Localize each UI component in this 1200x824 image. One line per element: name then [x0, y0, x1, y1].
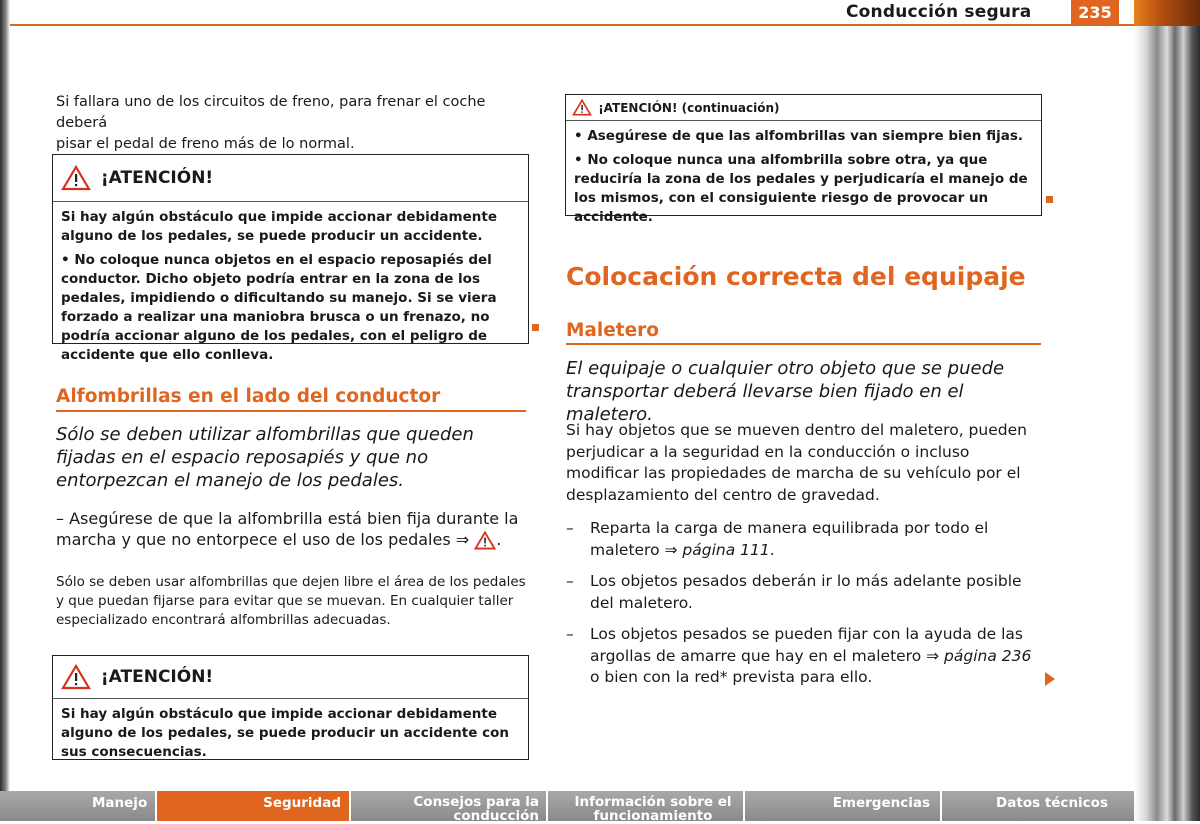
tab-label: Seguridad	[263, 795, 341, 811]
page-edge-right-top	[1134, 0, 1200, 26]
step-item: – Asegúrese de que la alfombrilla está bien fija durante la marcha y que no entorpece el uso de los pedales ⇒ .	[56, 509, 519, 549]
list-item-body: Los objetos pesados se pueden fijar con la ayuda de las argollas de amarre que hay en el maletero ⇒	[590, 625, 1024, 665]
list-dash: –	[566, 572, 574, 590]
list-item	[566, 624, 1042, 689]
page-edge-right	[1134, 0, 1200, 821]
warning-box-2-header	[53, 656, 528, 699]
warning-cont-body	[566, 121, 1041, 238]
tab-datos-tecnicos[interactable]	[942, 791, 1134, 821]
warning-cont-title: ¡ATENCIÓN! (continuación)	[598, 100, 780, 115]
continue-arrow-icon	[1045, 672, 1055, 686]
running-header-title: Conducción segura	[846, 2, 1032, 22]
item-list	[566, 518, 1042, 689]
warning-box-1-body	[53, 202, 528, 376]
section-title-alfombrillas: Alfombrillas en el lado del conductor	[56, 386, 441, 407]
warning-cont-p2: • No coloque nunca una alfombrilla sobre otra, ya que reduciría la zona de los pedales y perjudicaría el manejo de los mismos, con el consiguiente riesgo de provocar un accidente.	[574, 152, 1028, 225]
warning-box-2-title: ¡ATENCIÓN!	[100, 667, 214, 687]
header-rule	[10, 24, 1134, 26]
tab-label: Información sobre el funcionamiento	[574, 794, 732, 824]
list-dash: –	[566, 519, 574, 537]
warning-triangle-icon	[61, 664, 91, 690]
list-item-text	[590, 624, 1042, 689]
warning-box-1-p2: • No coloque nunca objetos en el espacio reposapiés del conductor. Dicho objeto podría entrar en la zona de los pedales, impidiendo o dificultando su manejo. Si se viera forzado a realizar una maniobra brusca o un frenazo, no podría accionar alguno de los pedales, con el peligro de accidente que ello conlleva.	[61, 252, 497, 363]
section-title-maletero: Maletero	[566, 320, 660, 341]
tab-emergencias[interactable]	[745, 791, 940, 821]
section-rule-left	[56, 410, 526, 412]
intro-text	[56, 92, 526, 155]
tab-label: Manejo	[92, 795, 148, 811]
lead-text-right: El equipaje o cualquier otro objeto que se puede transportar deberá llevarse bien fijado en el maletero.	[566, 358, 1005, 425]
warning-cont-header	[566, 95, 1041, 121]
list-item-text	[590, 518, 1042, 561]
list-item-body: Los objetos pesados deberán ir lo más adelante posible del maletero.	[590, 572, 1022, 612]
lead-text-left: Sólo se deben utilizar alfombrillas que queden fijadas en el espacio reposapiés y que no entorpezcan el manejo de los pedales.	[56, 424, 474, 491]
tab-label: Emergencias	[832, 795, 930, 811]
intro-line-2: pisar el pedal de freno más de lo normal.	[56, 136, 355, 152]
warning-box-1-p1: Si hay algún obstáculo que impide accionar debidamente alguno de los pedales, se puede producir un accidente.	[61, 209, 497, 244]
footer-tab-bar	[0, 791, 1134, 824]
list-item-tail: .	[769, 540, 775, 559]
page-shadow-left	[0, 0, 10, 821]
list-item	[566, 518, 1042, 561]
page-number: 235	[1071, 0, 1119, 25]
warning-box-2-p1: Si hay algún obstáculo que impide accionar debidamente alguno de los pedales, se puede producir un accidente con sus consecuencias.	[61, 706, 509, 760]
tab-label: Datos técnicos	[996, 795, 1108, 811]
note-text: Sólo se deben usar alfombrillas que dejen libre el área de los pedales y que puedan fijarse para evitar que se muevan. En cualquier taller especializado encontrará alfombrillas adecuadas.	[56, 574, 526, 628]
section-rule-right	[566, 343, 1041, 345]
end-marker	[532, 324, 539, 331]
list-item-body: Reparta la carga de manera equilibrada por todo el maletero ⇒	[590, 519, 989, 559]
warning-box-continued	[565, 94, 1042, 225]
list-item	[566, 571, 1042, 614]
warning-box-2-body	[53, 699, 528, 773]
tab-informacion[interactable]	[548, 791, 743, 824]
intro-line-1: Si fallara uno de los circuitos de freno, para frenar el coche deberá	[56, 94, 486, 131]
warning-cont-p1: • Asegúrese de que las alfombrillas van siempre bien fijas.	[574, 128, 1024, 144]
tab-manejo[interactable]	[0, 791, 155, 821]
warning-box-1	[52, 154, 529, 363]
list-item-tail: o bien con la red* prevista para ello.	[590, 668, 873, 686]
step-text: – Asegúrese de que la alfombrilla está bien fija durante la marcha y que no entorpece el uso de los pedales ⇒	[56, 509, 519, 549]
warning-box-1-header	[53, 155, 528, 202]
tab-consejos[interactable]	[351, 791, 546, 824]
warning-box-1-title: ¡ATENCIÓN!	[100, 168, 214, 188]
body-text-right: Si hay objetos que se mueven dentro del maletero, pueden perjudicar a la seguridad en la conducción o incluso modificar las propiedades de marcha de su vehículo por el desplazamiento del centro de gravedad.	[566, 421, 1027, 504]
warning-box-2	[52, 655, 529, 760]
page-ref-link[interactable]: página 111	[682, 540, 770, 559]
end-marker	[1046, 196, 1053, 203]
page-ref-link[interactable]: página 236	[944, 646, 1032, 665]
chapter-title: Colocación correcta del equipaje	[566, 262, 1026, 291]
warning-triangle-icon	[61, 165, 91, 191]
tab-label: Consejos para la conducción	[413, 794, 539, 824]
list-dash: –	[566, 625, 574, 643]
tab-seguridad[interactable]	[157, 791, 349, 821]
warning-triangle-icon	[572, 99, 592, 116]
warning-ref-icon[interactable]	[474, 531, 496, 550]
